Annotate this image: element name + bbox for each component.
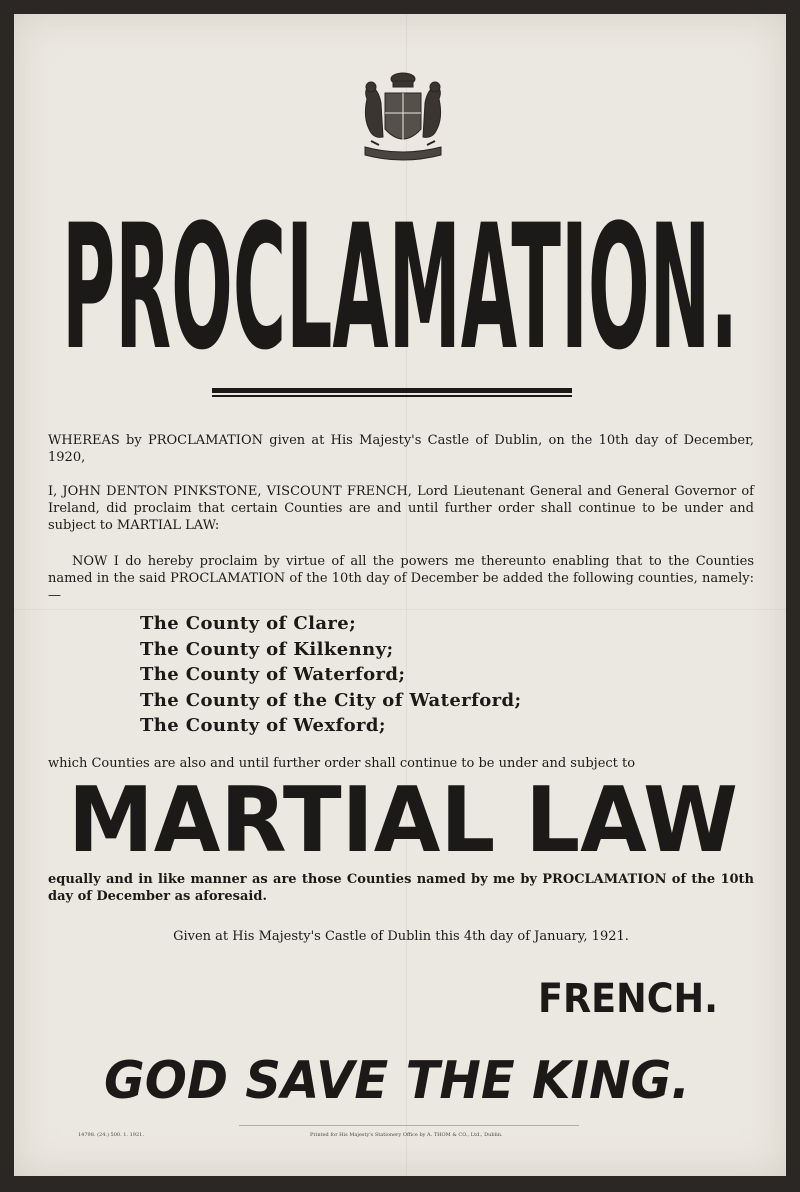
proclaim-paragraph: NOW I do hereby proclaim by virtue of all the powers me thereunto enabling that to the Counties named in the said PROCLAMATION of the 10th day of December be added the following counties, namely:— [48,554,754,603]
god-save-the-king [100,1046,700,1111]
signature-text: FRENCH. [538,976,718,1022]
royal-coat-of-arms-icon [359,69,447,169]
proclamation-poster [14,14,786,1176]
whereas-paragraph: WHEREAS by PROCLAMATION given at His Majesty's Castle of Dublin, on the 10th day of December, 1920, [48,433,754,465]
county-item: The County of the City of Waterford; [140,689,522,711]
title-rule-thick [212,388,572,393]
county-item: The County of Clare; [140,613,357,634]
print-code: 14798. (24.) 500. 1. 1921. [78,1132,144,1138]
martial-law-text: MARTIAL LAW [68,768,738,873]
printer-imprint: Printed for His Majesty's Stationery Office by A. THOM & CO., Ltd., Dublin. [310,1132,503,1138]
county-list [140,611,560,739]
martial-law-heading [64,768,744,873]
equally-paragraph: equally and in like manner as are those Counties named by me by PROCLAMATION of the 10th day of December as aforesaid. [48,872,754,904]
signature-french [534,972,734,1022]
title-rule-thin [212,395,572,397]
closing-text: GOD SAVE THE KING. [104,1051,690,1111]
county-item: The County of Waterford; [140,664,406,686]
given-at-line: Given at His Majesty's Castle of Dublin this 4th day of January, 1921. [173,929,629,944]
imprint-rule [239,1125,579,1126]
county-item: The County of Kilkenny; [140,638,394,660]
proclamation-title [54,179,754,388]
county-item: The County of Wexford; [140,715,386,737]
which-counties-paragraph: which Counties are also and until further order shall continue to be under and subject to [48,756,636,771]
declarant-paragraph: I, JOHN DENTON PINKSTONE, VISCOUNT FRENCH, Lord Lieutenant General and General Governor of Ireland, did proclaim that certain Counties are and until further order shall continue to be under and subject to MARTIAL LAW: [48,484,754,533]
title-text: PROCLAMATION. [62,187,738,388]
fold-line-horizontal [14,609,786,610]
